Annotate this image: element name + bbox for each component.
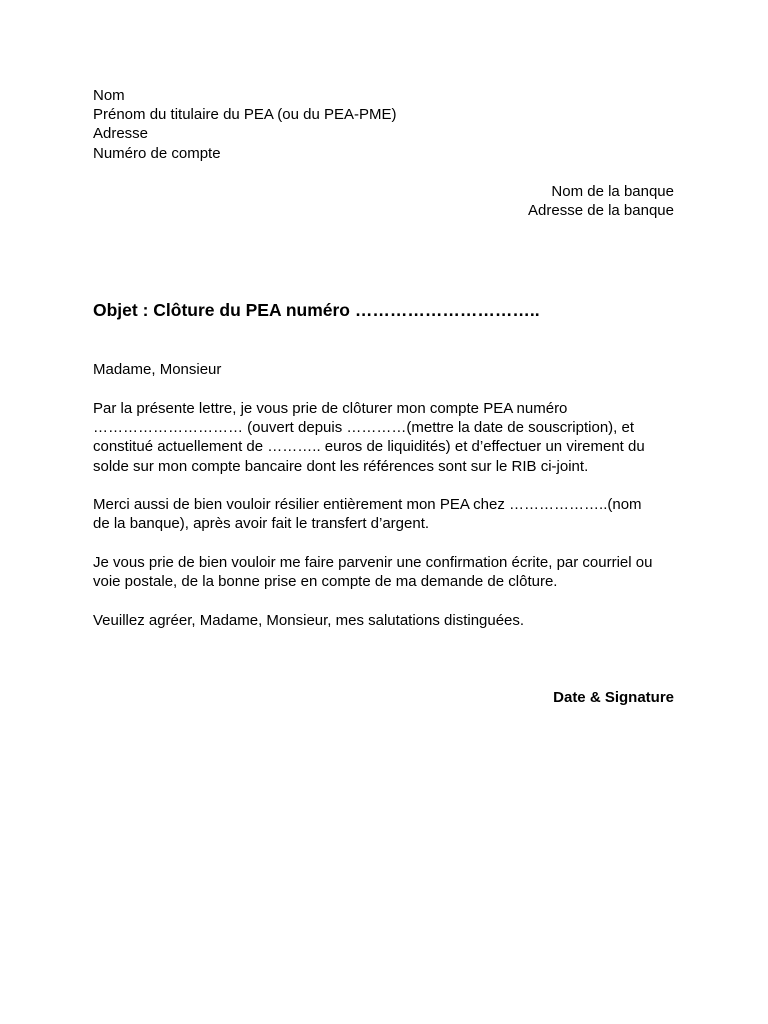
paragraph-3-line-2: voie postale, de la bonne prise en compte de ma demande de clôture. [93, 573, 558, 590]
paragraph-2-line-1: Merci aussi de bien vouloir résilier entièrement mon PEA chez ………………..(nom [93, 496, 642, 513]
paragraph-1-line-2: ………………………… (ouvert depuis …………(mettre la date de souscription), et [93, 419, 634, 436]
salutation: Madame, Monsieur [93, 361, 222, 378]
paragraph-1-line-4: solde sur mon compte bancaire dont les références sont sur le RIB ci-joint. [93, 458, 589, 475]
letter-subject: Objet : Clôture du PEA numéro ………………………….. [93, 300, 540, 320]
sender-name: Nom [93, 87, 125, 104]
date-signature: Date & Signature [553, 689, 674, 706]
paragraph-1-line-3: constitué actuellement de ……….. euros de liquidités) et d’effectuer un virement du [93, 438, 645, 455]
paragraph-3-line-1: Je vous prie de bien vouloir me faire parvenir une confirmation écrite, par courriel ou [93, 554, 653, 571]
paragraph-1-line-1: Par la présente lettre, je vous prie de clôturer mon compte PEA numéro [93, 400, 568, 417]
sender-account-number: Numéro de compte [93, 145, 221, 162]
recipient-bank-name: Nom de la banque [551, 183, 674, 200]
sender-holder: Prénom du titulaire du PEA (ou du PEA-PME) [93, 106, 397, 123]
recipient-bank-address: Adresse de la banque [528, 202, 674, 219]
sender-address: Adresse [93, 125, 149, 142]
closing-formula: Veuillez agréer, Madame, Monsieur, mes salutations distinguées. [93, 612, 525, 629]
paragraph-2-line-2: de la banque), après avoir fait le transfert d’argent. [93, 515, 430, 532]
